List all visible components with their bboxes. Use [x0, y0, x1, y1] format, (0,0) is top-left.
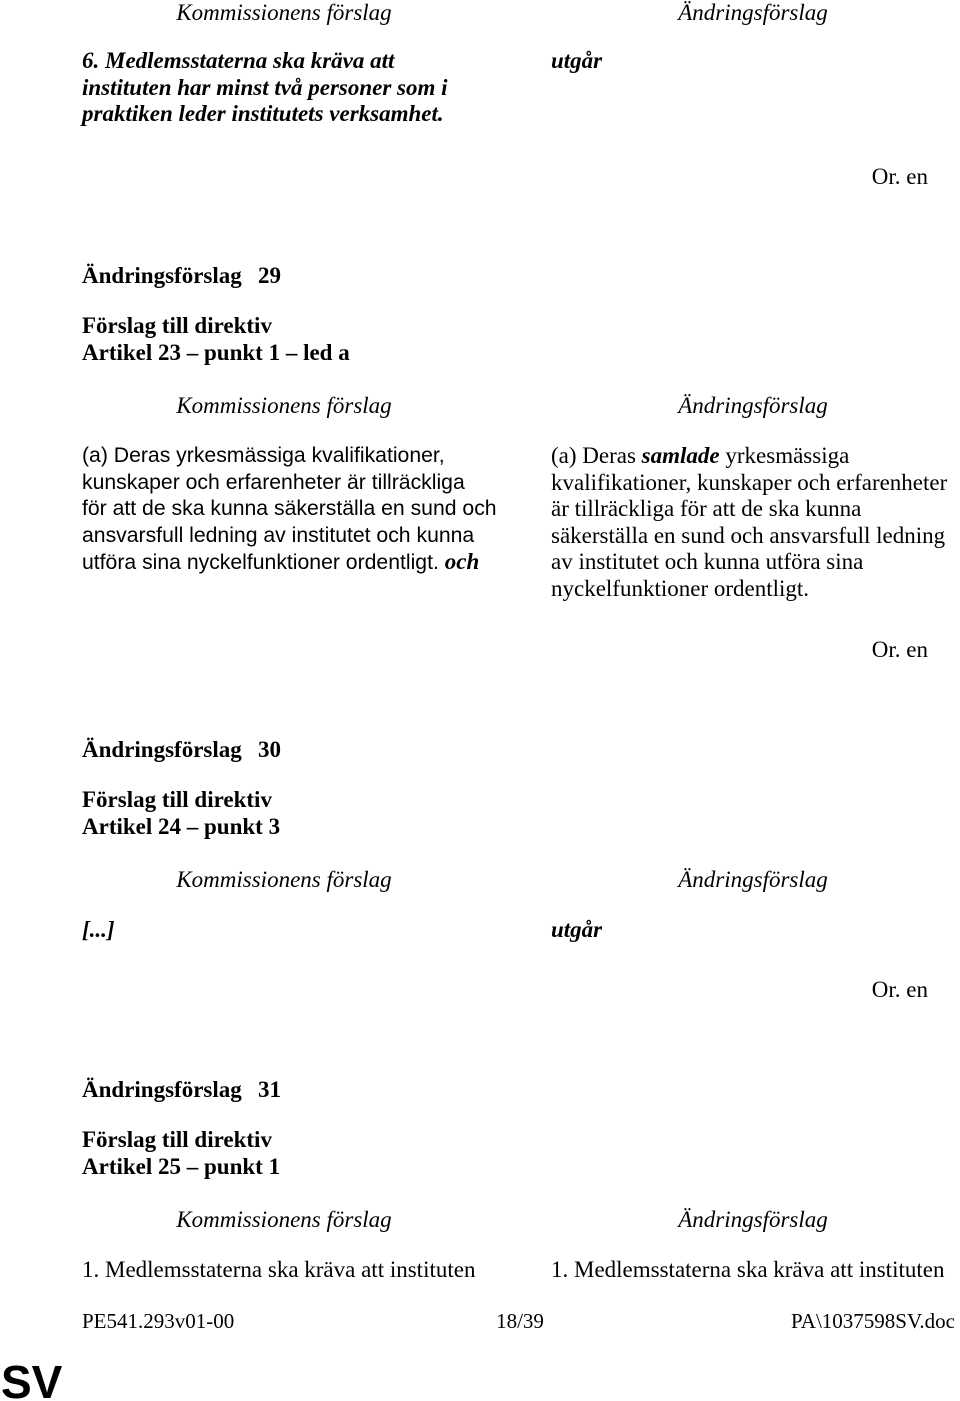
commission-text	[82, 443, 497, 577]
amendment-column-header: Ändringsförslag	[678, 0, 828, 25]
commission-text: 1. Medlemsstaterna ska kräva att instituten	[82, 1257, 476, 1282]
commission-text-line: instituten har minst två personer som i	[82, 74, 448, 100]
page-number: 18/39	[496, 1309, 544, 1333]
amendment-number: 29	[258, 263, 281, 288]
amendment-column-header: Ändringsförslag	[678, 393, 828, 418]
commission-text-line	[82, 549, 486, 577]
amendment-30	[0, 737, 960, 1004]
amendment-text: utgår	[551, 917, 603, 942]
amendment-31	[0, 1077, 960, 1287]
commission-column-header: Kommissionens förslag	[176, 0, 392, 25]
language-code: SV	[1, 1356, 63, 1401]
amendment-text-line: säkerställa en sund och ansvarsfull ledning	[551, 522, 946, 548]
commission-text-line: 6. Medlemsstaterna ska kräva att	[82, 48, 395, 73]
unchanged-text: utföra sina nyckelfunktioner ordentligt.	[82, 551, 439, 574]
article-reference: Artikel 25 – punkt 1	[82, 1154, 281, 1179]
unchanged-text: yrkesmässiga	[725, 443, 850, 468]
amendment-label: Ändringsförslag	[82, 737, 242, 762]
amendment-column-header: Ändringsförslag	[678, 867, 828, 892]
commission-column-header: Kommissionens förslag	[176, 867, 392, 892]
amendment-text: utgår	[551, 48, 603, 73]
amendment-text-line: av institutet och kunna utföra sina	[551, 549, 864, 574]
proposal-title: Förslag till direktiv	[82, 1127, 272, 1152]
original-language: Or. en	[871, 977, 928, 1002]
amendment-number: 31	[258, 1077, 281, 1102]
document-number: PE541.293v01-00	[82, 1309, 235, 1333]
amendment-label: Ändringsförslag	[82, 1077, 242, 1102]
proposal-title: Förslag till direktiv	[82, 787, 272, 812]
commission-column-header: Kommissionens förslag	[176, 1207, 392, 1232]
continued-amendment	[0, 0, 960, 200]
amendment-text-line: är tillräckliga för att de ska kunna	[551, 496, 862, 521]
page-footer	[0, 1309, 960, 1333]
original-language: Or. en	[871, 637, 928, 662]
amendment-text	[551, 443, 955, 602]
amendment-29	[0, 263, 960, 664]
commission-text-line: för att de ska kunna säkerställa en sund och	[82, 497, 497, 520]
inserted-text: samlade	[641, 443, 720, 468]
amendment-text-line	[551, 443, 955, 470]
file-name: PA\1037598SV.doc	[791, 1309, 955, 1333]
unchanged-text: (a) Deras	[551, 443, 636, 468]
commission-text-line: (a) Deras yrkesmässiga kvalifikationer,	[82, 444, 445, 467]
amendment-text-line: kvalifikationer, kunskaper och erfarenheter	[551, 469, 948, 495]
article-reference: Artikel 24 – punkt 3	[82, 814, 281, 839]
amendment-number: 30	[258, 737, 281, 762]
commission-text-line: ansvarsfull ledning av institutet och kunna	[82, 523, 475, 547]
commission-column-header: Kommissionens förslag	[176, 393, 392, 418]
amendment-column-header: Ändringsförslag	[678, 1207, 828, 1232]
article-reference: Artikel 23 – punkt 1 – led a	[82, 340, 350, 365]
commission-text-line: kunskaper och erfarenheter är tillräckliga	[82, 470, 465, 494]
amendment-text: 1. Medlemsstaterna ska kräva att instituten	[551, 1257, 945, 1282]
commission-text	[82, 48, 486, 128]
original-language: Or. en	[871, 164, 928, 189]
deleted-text: och	[444, 549, 480, 574]
amendment-text-line: nyckelfunktioner ordentligt.	[551, 575, 810, 601]
proposal-title: Förslag till direktiv	[82, 313, 272, 338]
commission-text: [...]	[82, 917, 115, 942]
amendment-label: Ändringsförslag	[82, 263, 242, 288]
commission-text-line: praktiken leder institutets verksamhet.	[82, 101, 444, 126]
